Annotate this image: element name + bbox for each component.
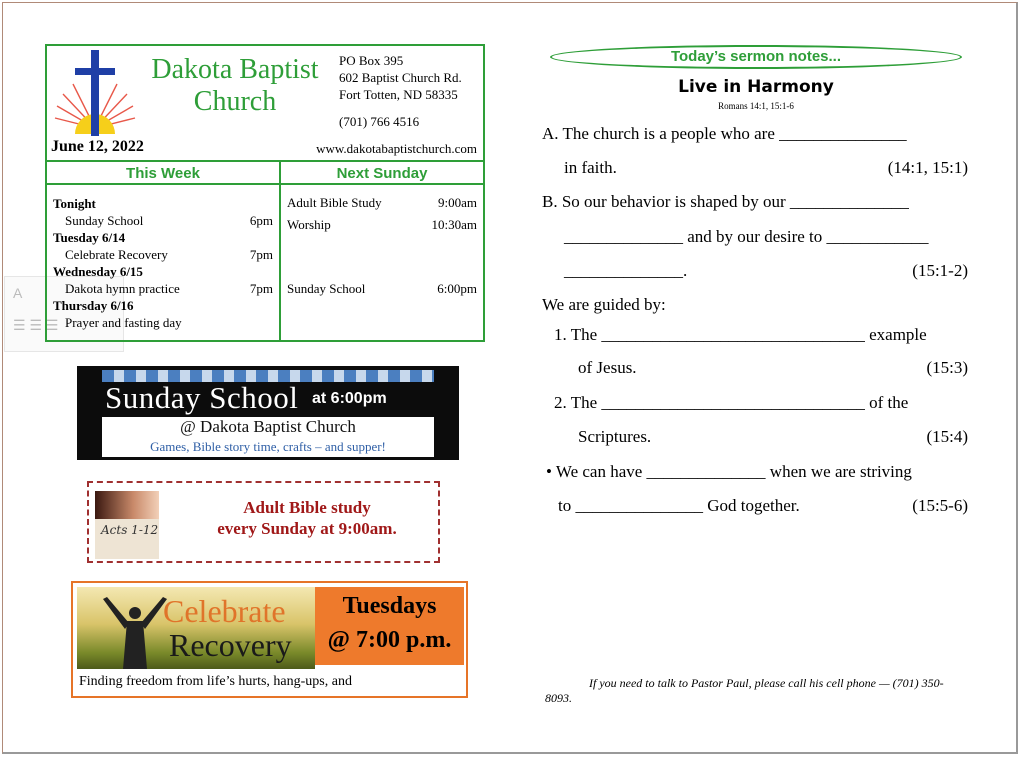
celebrate-word: Celebrate: [163, 593, 286, 629]
sermon-line: of Jesus. (15:3): [578, 358, 968, 377]
address-line1: PO Box 395: [339, 53, 404, 68]
week-day-thursday: Thursday 6/16: [53, 298, 134, 313]
week-event-celebrate-recovery: Celebrate Recovery 7pm: [65, 247, 273, 262]
sermon-line: Scriptures. (15:4): [578, 427, 968, 446]
church-name-line2: Church: [193, 86, 277, 117]
week-event-hymn-practice: Dakota hymn practice 7pm: [65, 281, 273, 296]
church-name: [135, 54, 335, 118]
column-divider: [279, 160, 281, 342]
bulletin-date: June 12, 2022: [51, 138, 144, 155]
sunday-school-time: at 6:00pm: [312, 390, 387, 407]
week-day-wednesday: Wednesday 6/15: [53, 264, 143, 279]
week-event-prayer-fasting: Prayer and fasting day: [65, 315, 182, 330]
sermon-line: B. So our behavior is shaped by our ______________: [542, 192, 909, 211]
this-week-heading: This Week: [126, 165, 200, 182]
sunday-school-title: Sunday School: [105, 380, 299, 415]
address-line2: 602 Baptist Church Rd.: [339, 70, 462, 85]
celebrate-recovery-day: Tuesdays: [342, 593, 437, 619]
week-day-tuesday: Tuesday 6/14: [53, 230, 126, 245]
sermon-notes-label: Today’s sermon notes...: [670, 48, 842, 65]
sermon-line: • We can have ______________ when we are striving: [546, 462, 912, 481]
text-format-icon: A: [13, 285, 23, 301]
church-website[interactable]: www.dakotabaptistchurch.com: [316, 141, 477, 156]
sunday-event-worship: Worship 10:30am: [287, 217, 477, 232]
celebrate-recovery-time: @ 7:00 p.m.: [327, 627, 452, 653]
sermon-line: in faith. (14:1, 15:1): [564, 158, 968, 177]
celebrate-recovery-time-box: [315, 587, 464, 665]
sermon-scripture: Romans 14:1, 15:1-6: [718, 101, 794, 111]
celebrate-recovery-tagline: Finding freedom from life’s hurts, hang-ups, and: [79, 674, 352, 689]
sunday-event-adult-bible-study: Adult Bible Study 9:00am: [287, 195, 477, 210]
book-title: Acts 1-12: [101, 523, 159, 537]
celebrate-recovery-ad: [71, 581, 468, 698]
cross-sunrise-logo: [53, 50, 137, 138]
book-cover-photo: [95, 491, 159, 519]
week-event-sunday-school: Sunday School 6pm: [65, 213, 273, 228]
church-name-line1: Dakota Baptist: [151, 54, 319, 85]
list-icon: ☰ ☰ ☰: [13, 317, 59, 333]
sermon-line: ______________. (15:1-2): [564, 261, 968, 280]
header-divider: [47, 160, 483, 162]
sunday-school-location: @ Dakota Baptist Church: [180, 417, 356, 436]
church-header-box: [45, 44, 485, 342]
sermon-line: 1. The _______________________________ example: [554, 325, 927, 344]
celebrate-recovery-photo: [77, 587, 315, 669]
sunday-school-info-box: [102, 417, 434, 457]
address-line3: Fort Totten, ND 58335: [339, 87, 458, 102]
acts-book-image: [95, 491, 159, 559]
recovery-word: Recovery: [169, 627, 292, 663]
week-day-tonight: Tonight: [53, 196, 96, 211]
sunday-school-banner: [77, 366, 459, 460]
church-phone: (701) 766 4516: [339, 114, 420, 129]
adult-bible-study-ad: [87, 481, 440, 563]
sunday-school-details: Games, Bible story time, crafts – and supper!: [150, 439, 386, 454]
address: [339, 52, 462, 103]
sermon-line: A. The church is a people who are _______________: [542, 124, 907, 143]
sermon-title: Live in Harmony: [678, 77, 834, 97]
sunday-event-sunday-school: Sunday School 6:00pm: [287, 281, 477, 296]
sermon-line: ______________ and by our desire to ____________: [564, 227, 929, 246]
adult-bible-study-text: [177, 497, 437, 539]
adult-bible-line1: Adult Bible study: [243, 498, 371, 517]
sermon-line: 2. The _______________________________ of the: [554, 393, 909, 412]
column-header-divider: [47, 183, 483, 185]
pastor-contact-note: If you need to talk to Pastor Paul, please call his cell phone — (701) 350-8093.: [545, 676, 944, 705]
sermon-line: to _______________ God together. (15:5-6): [558, 496, 968, 515]
adult-bible-line2: every Sunday at 9:00am.: [217, 519, 397, 538]
next-sunday-heading: Next Sunday: [336, 165, 428, 182]
sermon-line: We are guided by:: [542, 295, 666, 314]
sermon-notes-banner: [550, 45, 962, 69]
